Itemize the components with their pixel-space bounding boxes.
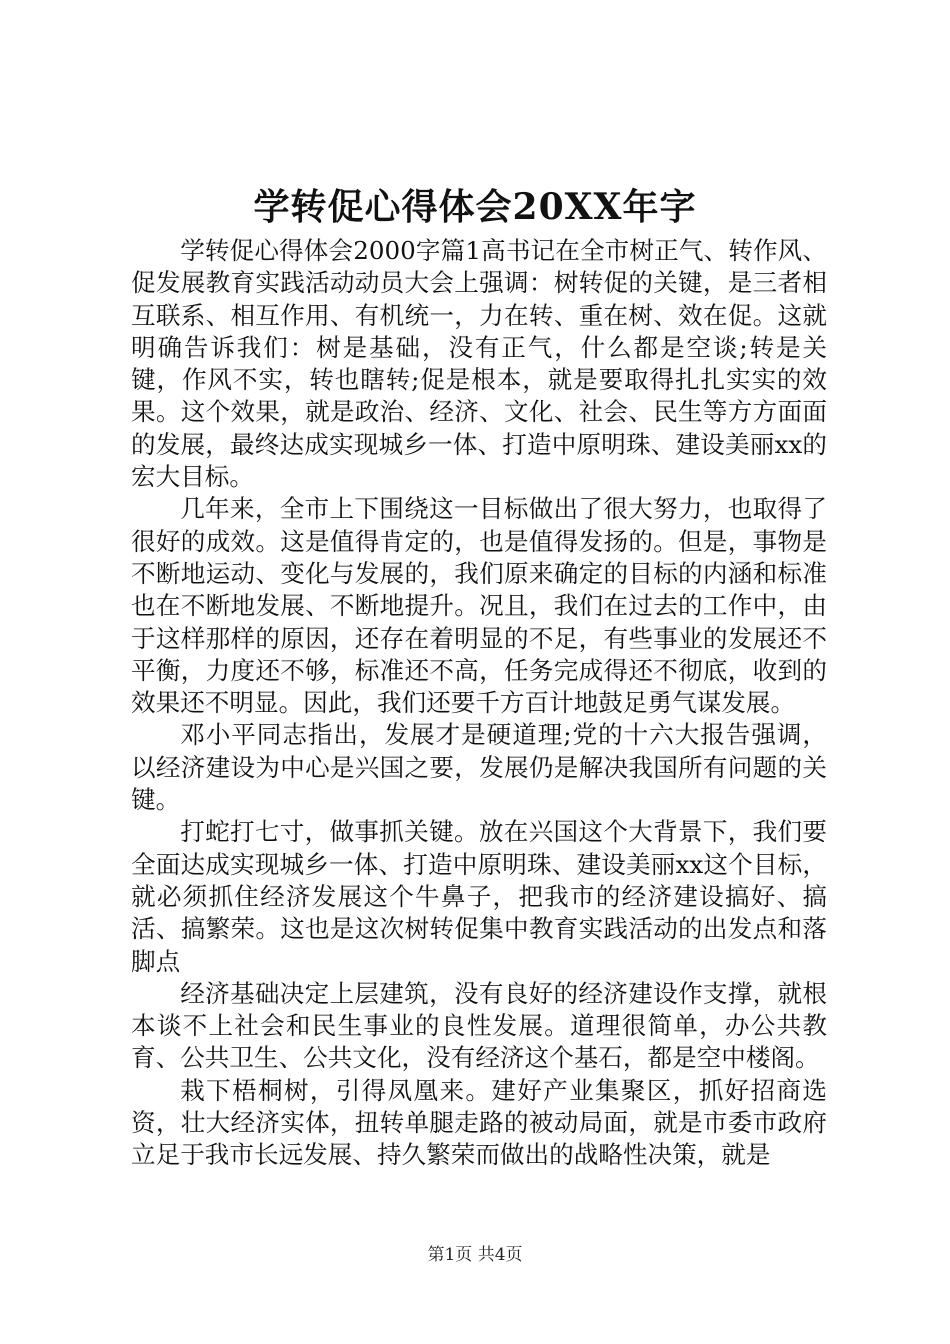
paragraph-5: 经济基础决定上层建筑，没有良好的经济建设作支撑，就根本谈不上社会和民生事业的良性发展。道理很简单，办公共教育、公共卫生、公共文化，没有经济这个基石，都是空中楼阁。 xyxy=(131,978,827,1073)
paragraph-2: 几年来，全市上下围绕这一目标做出了很大努力，也取得了很好的成效。这是值得肯定的，也是值得发扬的。但是，事物是不断地运动、变化与发展的，我们原来确定的目标的内涵和标准也在不断地发展、不断地提升。况且，我们在过去的工作中，由于这样那样的原因，还存在着明显的不足，有些事业的发展还不平衡，力度还不够，标准还不高，任务完成得还不彻底，收到的效果还不明显。因此，我们还要千方百计地鼓足勇气谋发展。 xyxy=(131,494,827,718)
page-number-footer: 第1页 共4页 xyxy=(427,1245,523,1265)
paragraph-6: 栽下梧桐树，引得凤凰来。建好产业集聚区，抓好招商选资，壮大经济实体，扭转单腿走路的被动局面，就是市委市政府立足于我市长远发展、持久繁荣而做出的战略性决策，就是 xyxy=(131,1075,827,1170)
paragraph-3: 邓小平同志指出，发展才是硬道理;党的十六大报告强调，以经济建设为中心是兴国之要，发展仍是解决我国所有问题的关键。 xyxy=(131,720,827,815)
paragraph-1: 学转促心得体会2000字篇1高书记在全市树正气、转作风、促发展教育实践活动动员大会上强调：树转促的关键，是三者相互联系、相互作用、有机统一，力在转、重在树、效在促。这就明确告诉我们：树是基础，没有正气，什么都是空谈;转是关键，作风不实，转也瞎转;促是根本，就是要取得扎扎实实的效果。这个效果，就是政治、经济、文化、社会、民生等方方面面的发展，最终达成实现城乡一体、打造中原明珠、建设美丽xx的宏大目标。 xyxy=(131,236,827,492)
document-body xyxy=(131,235,827,1172)
document-title: 学转促心得体会20XX年字 xyxy=(253,186,697,228)
paragraph-4: 打蛇打七寸，做事抓关键。放在兴国这个大背景下，我们要全面达成实现城乡一体、打造中原明珠、建设美丽xx这个目标，就必须抓住经济发展这个牛鼻子，把我市的经济建设搞好、搞活、搞繁荣。这也是这次树转促集中教育实践活动的出发点和落脚点 xyxy=(131,817,827,976)
